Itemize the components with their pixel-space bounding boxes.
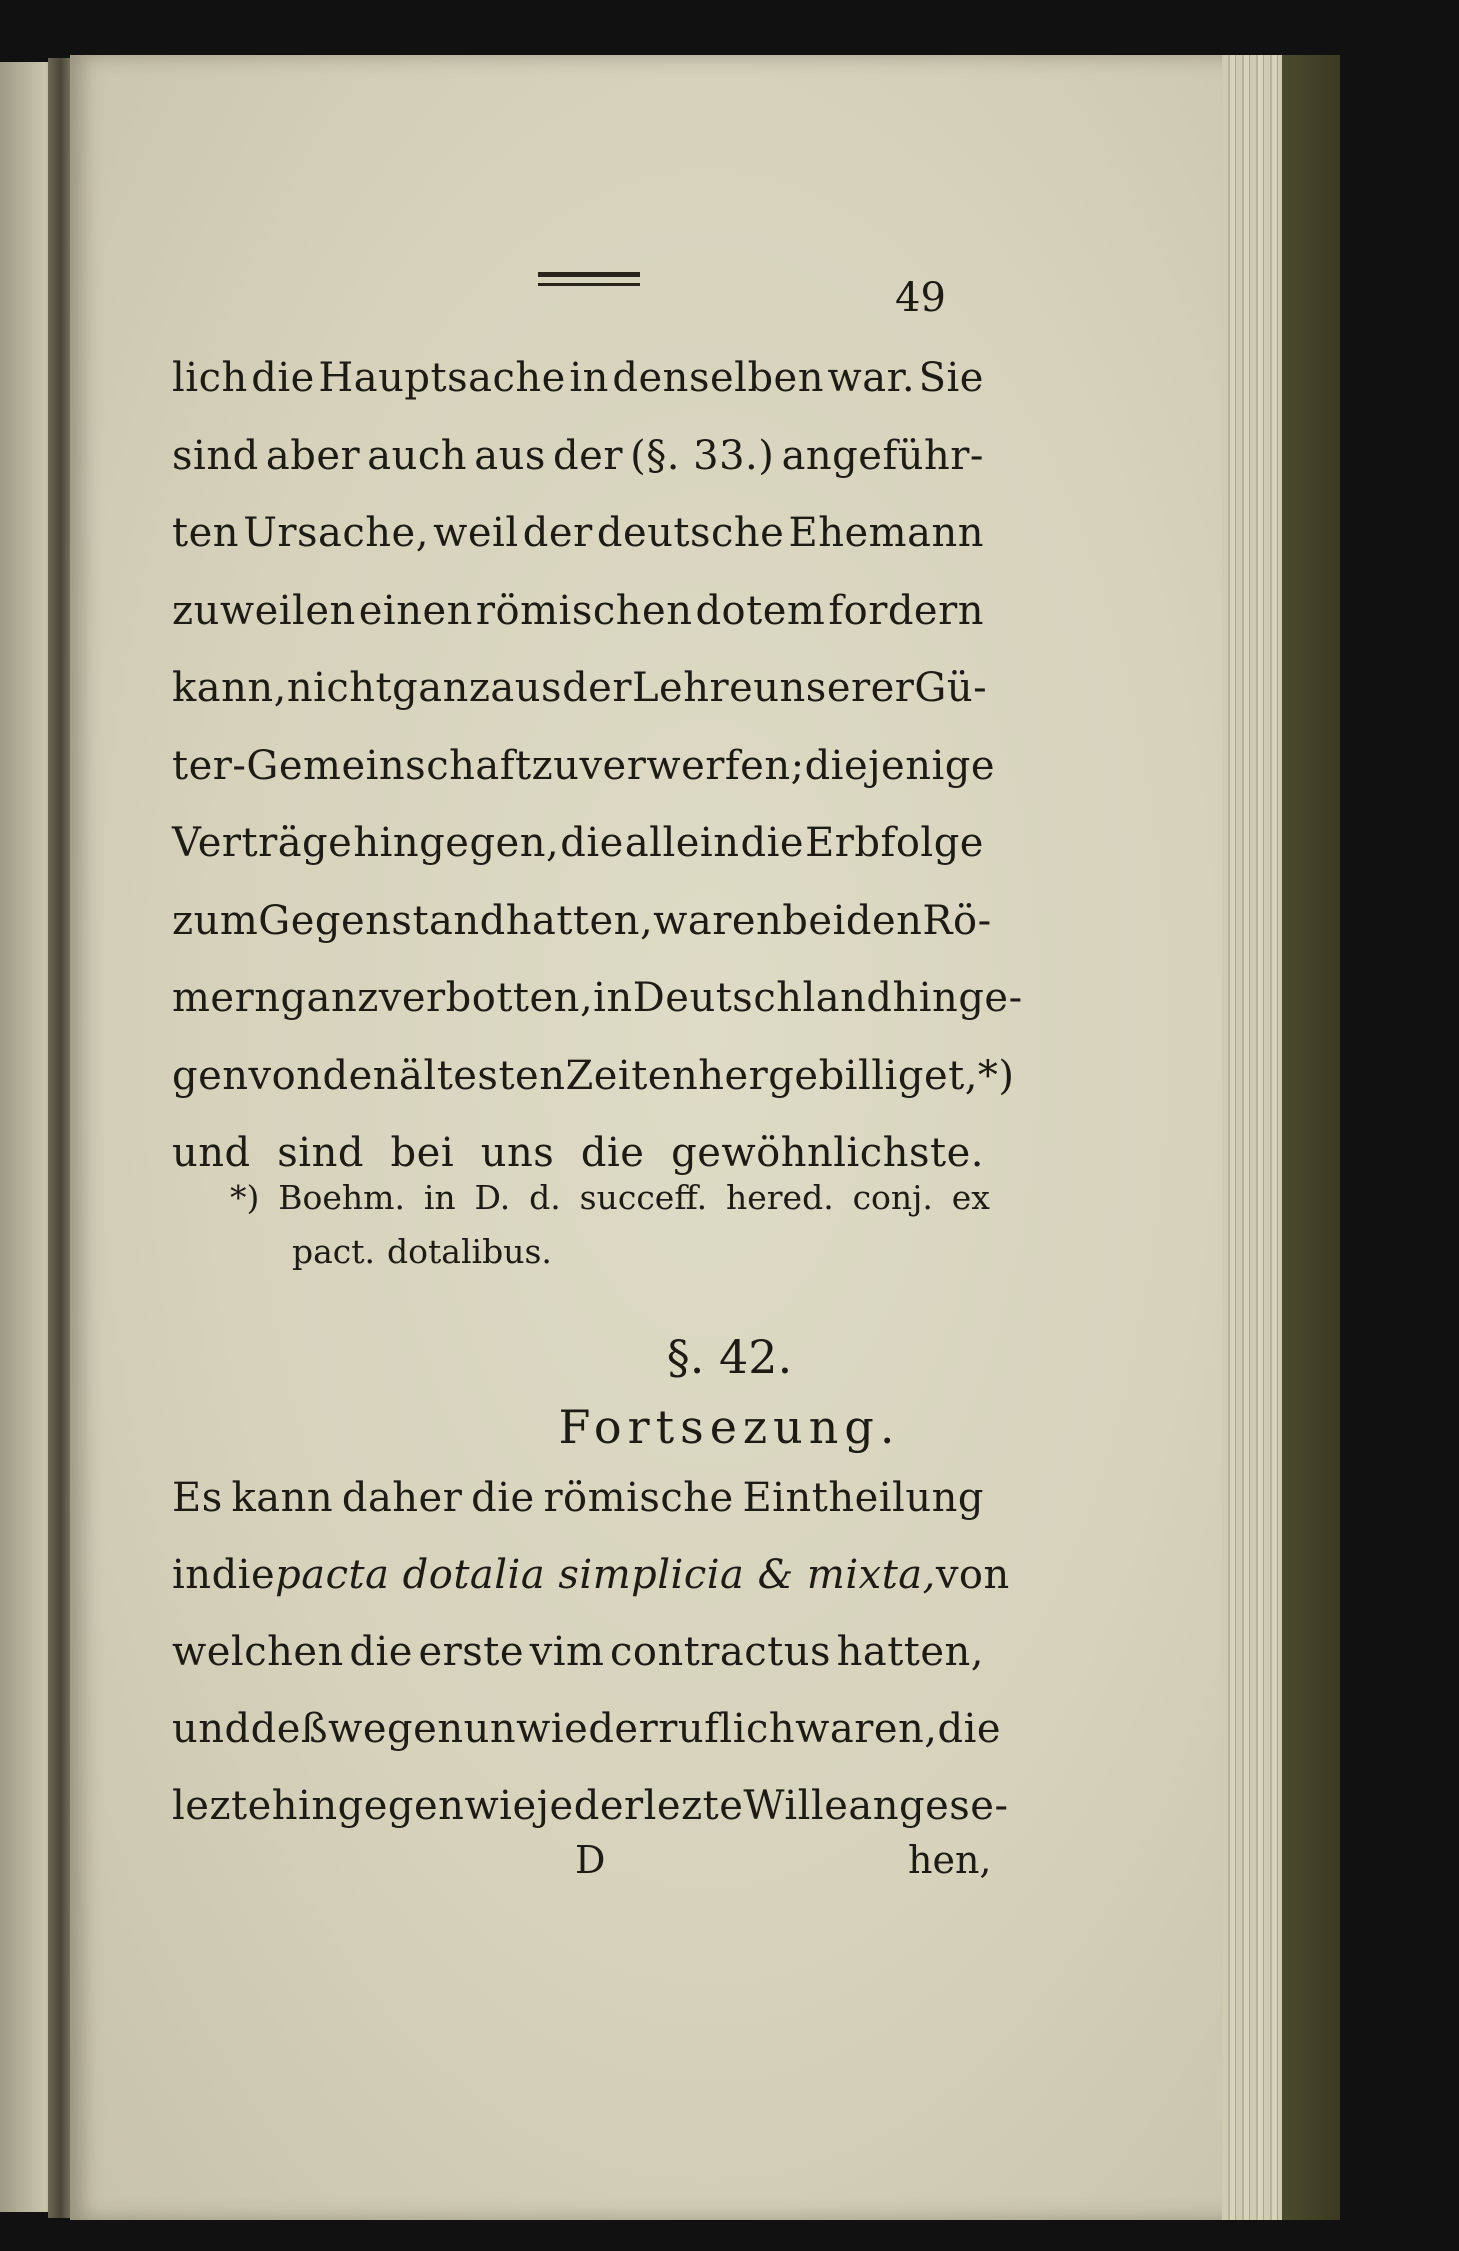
word: der bbox=[553, 432, 623, 479]
footnote-word: conj. bbox=[852, 1178, 933, 1217]
word: lezte bbox=[172, 1783, 272, 1829]
word: denselben bbox=[612, 355, 824, 401]
word: vim bbox=[529, 1629, 605, 1675]
footnote-word: Boehm. bbox=[278, 1178, 405, 1217]
footnote-word: ex bbox=[951, 1178, 990, 1217]
footnote-word: hered. bbox=[725, 1178, 834, 1217]
text-line bbox=[172, 1130, 984, 1176]
word: kann bbox=[231, 1475, 334, 1521]
word: der bbox=[522, 510, 593, 556]
word: ter-Gemeinschaft bbox=[172, 742, 532, 789]
text-line bbox=[172, 355, 984, 401]
word: verbotten, bbox=[378, 975, 594, 1021]
footnote-line-2 bbox=[292, 1232, 552, 1271]
footnote-word: D. bbox=[474, 1178, 511, 1217]
text-line bbox=[172, 820, 984, 866]
word: Es bbox=[172, 1475, 223, 1521]
text-line bbox=[172, 1475, 984, 1521]
word: und bbox=[172, 1130, 251, 1176]
word: ten bbox=[172, 510, 240, 556]
word: war. bbox=[827, 355, 916, 401]
footnote-word: succeff. bbox=[579, 1178, 708, 1217]
word: aber bbox=[265, 432, 361, 479]
word: wie bbox=[464, 1783, 537, 1829]
word: die bbox=[349, 1629, 413, 1675]
word: dotem bbox=[695, 587, 826, 634]
word: die bbox=[471, 1475, 535, 1521]
word: aus bbox=[474, 432, 546, 479]
word: auch bbox=[367, 432, 468, 479]
word: die bbox=[937, 1706, 1002, 1752]
text-line bbox=[172, 588, 984, 634]
text-line bbox=[172, 1052, 1015, 1099]
text-line bbox=[172, 510, 984, 556]
word: Lehre bbox=[631, 665, 754, 711]
word: Sie bbox=[918, 355, 984, 401]
word: diejenige bbox=[804, 742, 996, 789]
catchword: hen, bbox=[908, 1838, 992, 1882]
word: daher bbox=[341, 1475, 463, 1521]
word: kann, bbox=[172, 665, 287, 711]
word: Deutschland bbox=[632, 975, 893, 1021]
text-line bbox=[172, 897, 992, 944]
word: erste bbox=[418, 1629, 525, 1675]
word: gen bbox=[172, 1052, 249, 1099]
word: hingegen bbox=[271, 1783, 465, 1829]
word: Ursache, bbox=[243, 510, 429, 556]
word: Rö- bbox=[922, 897, 992, 944]
word: waren, bbox=[795, 1706, 938, 1752]
word: deßwegen bbox=[250, 1706, 464, 1752]
word: zum bbox=[172, 897, 259, 944]
word: mern bbox=[172, 975, 281, 1021]
word: römische bbox=[543, 1475, 734, 1521]
footnote-marker: *) bbox=[230, 1178, 260, 1217]
text-line bbox=[172, 665, 988, 711]
word: ganz bbox=[280, 975, 379, 1021]
word: contractus bbox=[609, 1629, 832, 1675]
word: und bbox=[172, 1706, 251, 1752]
word: deutsche bbox=[596, 510, 785, 556]
word: die bbox=[580, 1130, 645, 1176]
word: *) bbox=[977, 1052, 1015, 1099]
word: angeführ- bbox=[781, 432, 984, 479]
word: pacta dotalia simplicia & mixta, bbox=[275, 1552, 936, 1598]
section-number: §. 42. bbox=[666, 1330, 793, 1384]
word: hinge- bbox=[892, 975, 1023, 1021]
word: sind bbox=[172, 432, 259, 479]
word: die bbox=[211, 1552, 276, 1598]
word: welchen bbox=[172, 1629, 344, 1675]
text-line bbox=[172, 433, 984, 479]
word: einen bbox=[358, 587, 473, 634]
word: nicht bbox=[286, 665, 393, 711]
word: bei bbox=[390, 1130, 455, 1176]
page-number: 49 bbox=[895, 275, 946, 321]
word: Verträge bbox=[172, 820, 353, 866]
footnote-word: pact. bbox=[292, 1232, 376, 1271]
text-line bbox=[172, 1552, 1010, 1598]
word: unserer bbox=[753, 665, 915, 711]
section-heading: Fortsezung. bbox=[558, 1400, 901, 1454]
header-rule bbox=[538, 272, 640, 286]
footnote-word: in bbox=[423, 1178, 456, 1217]
word: weil bbox=[433, 510, 519, 556]
word: Wille bbox=[743, 1783, 849, 1829]
footnote-word: d. bbox=[529, 1178, 561, 1217]
word: her bbox=[698, 1052, 769, 1099]
word: die bbox=[560, 820, 624, 866]
word: ganz bbox=[392, 665, 491, 711]
page-edges bbox=[1222, 55, 1282, 2220]
text-line bbox=[172, 1706, 1002, 1752]
word: fordern bbox=[828, 587, 984, 634]
text-line bbox=[172, 1783, 1009, 1829]
word: zuweilen bbox=[172, 587, 356, 634]
word: gewöhnlichste. bbox=[671, 1130, 984, 1176]
word: (§. 33.) bbox=[630, 432, 775, 479]
word: gebilliget, bbox=[768, 1052, 978, 1099]
text-line bbox=[172, 742, 996, 789]
word: hingegen, bbox=[353, 820, 560, 866]
word: sind bbox=[277, 1130, 364, 1176]
footnote-line-1 bbox=[230, 1178, 990, 1217]
signature-mark: D bbox=[575, 1838, 606, 1882]
word: jeder bbox=[536, 1783, 644, 1829]
footnote-word: dotalibus. bbox=[387, 1232, 552, 1271]
word: Gegenstand bbox=[258, 897, 506, 944]
text-line bbox=[172, 1629, 984, 1675]
word: ältesten bbox=[399, 1052, 566, 1099]
word: Ehemann bbox=[788, 510, 984, 556]
word: uns bbox=[480, 1130, 555, 1176]
word: der bbox=[562, 665, 632, 711]
cover-edge bbox=[1282, 55, 1340, 2220]
word: in bbox=[593, 975, 633, 1021]
word: unwiederruflich bbox=[463, 1706, 796, 1752]
word: in bbox=[172, 1552, 212, 1598]
word: aus bbox=[490, 665, 563, 711]
word: Eintheilung bbox=[742, 1475, 984, 1521]
word: die bbox=[740, 820, 805, 866]
word: von bbox=[248, 1052, 323, 1099]
word: die bbox=[251, 355, 315, 401]
word: Erbfolge bbox=[805, 820, 984, 866]
word: bei bbox=[782, 897, 846, 944]
word: Hauptsache bbox=[318, 355, 566, 401]
word: römischen bbox=[475, 587, 693, 634]
word: von bbox=[935, 1552, 1010, 1598]
word: angese- bbox=[848, 1783, 1009, 1829]
word: Zeiten bbox=[565, 1052, 699, 1099]
word: Gü- bbox=[914, 665, 988, 711]
word: zu bbox=[531, 742, 580, 789]
text-line bbox=[172, 975, 1023, 1021]
word: lich bbox=[172, 355, 248, 401]
word: lezte bbox=[643, 1783, 744, 1829]
word: den bbox=[845, 897, 923, 944]
word: allein bbox=[624, 820, 740, 866]
word: in bbox=[569, 355, 609, 401]
word: verwerfen; bbox=[579, 742, 805, 789]
word: hatten, bbox=[836, 1629, 984, 1675]
word: waren bbox=[653, 897, 783, 944]
word: den bbox=[322, 1052, 400, 1099]
word: hatten, bbox=[505, 897, 654, 944]
